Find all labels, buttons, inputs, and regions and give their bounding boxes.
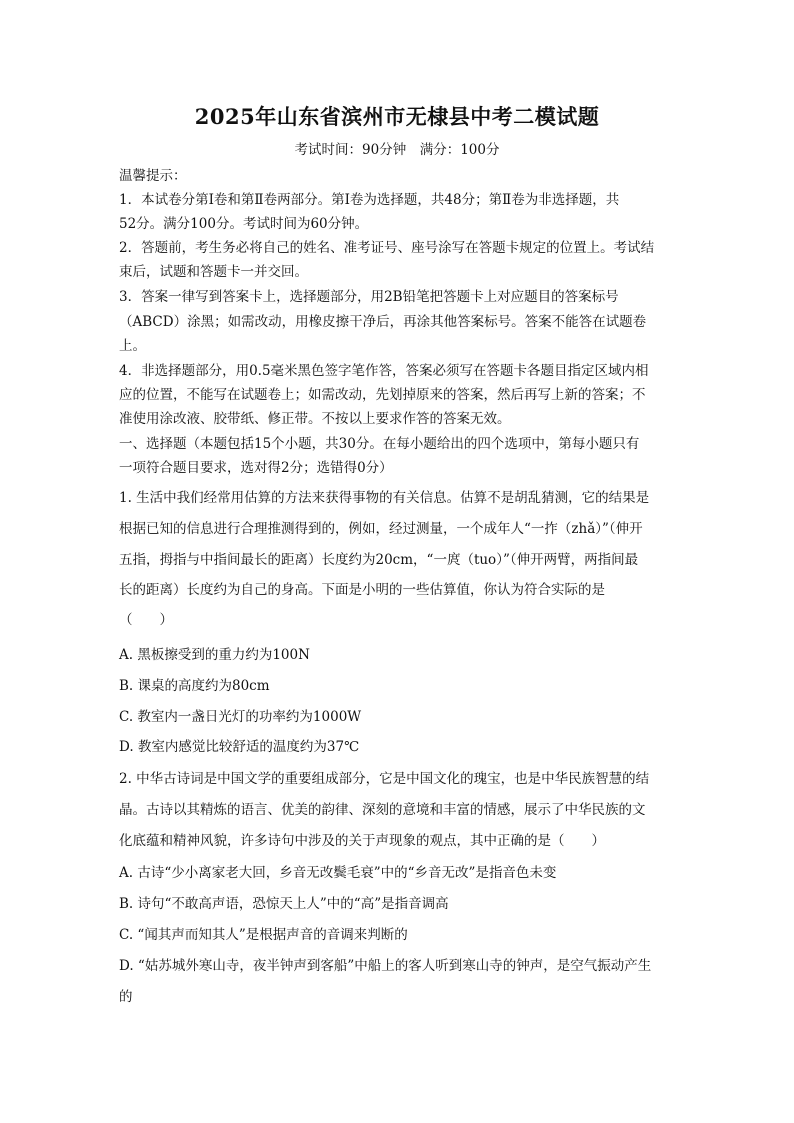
question-1-blank: （ ） <box>119 612 173 628</box>
notice-line: 应的位置，不能写在试题卷上；如需改动，先划掉原来的答案，然后再写上新的答案；不 <box>119 387 646 403</box>
notice-line: 准使用涂改液、胶带纸、修正带。不按以上要求作答的答案无效。 <box>119 411 511 427</box>
question-1-stem: 五指，拇指与中指间最长的距离）长度约为20cm，“一庹（tuo）”（伸开两臂，两指间最 <box>119 552 639 568</box>
question-1-option-b: B. 课桌的高度约为80cm <box>119 678 270 694</box>
page-title: 2025年山东省滨州市无棣县中考二模试题 <box>194 104 600 129</box>
question-1-option-c: C. 教室内一盏日光灯的功率约为1000W <box>119 709 362 725</box>
notice-line: 4．非选择题部分，用0.5毫米黑色签字笔作答，答案必须写在答题卡各题目指定区域内相 <box>119 363 649 379</box>
question-2-stem: 2. 中华古诗词是中国文学的重要组成部分，它是中国文化的瑰宝，也是中华民族智慧的结 <box>119 771 650 787</box>
notice-line: 上。 <box>119 338 146 354</box>
question-2-option-a: A. 古诗“少小离家老大回，乡音无改鬓毛衰”中的“乡音无改”是指音色未变 <box>119 865 557 881</box>
exam-info: 考试时间：90分钟 满分：100分 <box>294 142 500 158</box>
notice-line: 束后，试题和答题卡一并交回。 <box>119 264 308 280</box>
section-heading: 一项符合题目要求，选对得2分；选错得0分） <box>119 460 393 476</box>
question-1-option-a: A. 黑板擦受到的重力约为100N <box>119 647 310 663</box>
question-2-option-b: B. 诗句“不敢高声语，恐惊天上人”中的“高”是指音调高 <box>119 896 449 912</box>
question-2-stem: 化底蕴和精神风貌，许多诗句中涉及的关于声现象的观点，其中正确的是（ ） <box>119 833 605 849</box>
notice-line: 2．答题前，考生务必将自己的姓名、准考证号、座号涂写在答题卡规定的位置上。考试结 <box>119 240 655 256</box>
question-2-option-d: D. “姑苏城外寒山寺，夜半钟声到客船”中船上的客人听到寒山寺的钟声，是空气振动产生 <box>119 958 652 974</box>
notice-line: 52分。满分100分。考试时间为60分钟。 <box>119 216 369 232</box>
notice-line: 3．答案一律写到答案卡上，选择题部分，用2B铅笔把答题卡上对应题目的答案标号 <box>119 289 619 305</box>
question-1-stem: 1. 生活中我们经常用估算的方法来获得事物的有关信息。估算不是胡乱猜测，它的结果是 <box>119 490 650 506</box>
question-1-option-d: D. 教室内感觉比较舒适的温度约为37℃ <box>119 739 360 755</box>
section-heading: 一、选择题（本题包括15个小题，共30分。在每小题给出的四个选项中，第每小题只有 <box>119 436 640 452</box>
question-2-stem: 晶。古诗以其精炼的语言、优美的韵律、深刻的意境和丰富的情感，展示了中华民族的文 <box>119 802 646 818</box>
question-1-stem: 长的距离）长度约为自己的身高。下面是小明的一些估算值，你认为符合实际的是 <box>119 582 605 598</box>
question-2-option-c: C. “闻其声而知其人”是根据声音的音调来判断的 <box>119 927 408 943</box>
notice-heading: 温馨提示： <box>119 168 187 184</box>
question-1-stem: 根据已知的信息进行合理推测得到的，例如，经过测量，一个成年人“一拃（zhǎ）”（伸开 <box>119 521 643 537</box>
question-2-option-d: 的 <box>119 989 133 1005</box>
notice-line: 1．本试卷分第Ⅰ卷和第Ⅱ卷两部分。第Ⅰ卷为选择题，共48分；第Ⅱ卷为非选择题，共 <box>119 192 620 208</box>
notice-line: （ABCD）涂黑；如需改动，用橡皮擦干净后，再涂其他答案标号。答案不能答在试题卷 <box>119 314 647 330</box>
